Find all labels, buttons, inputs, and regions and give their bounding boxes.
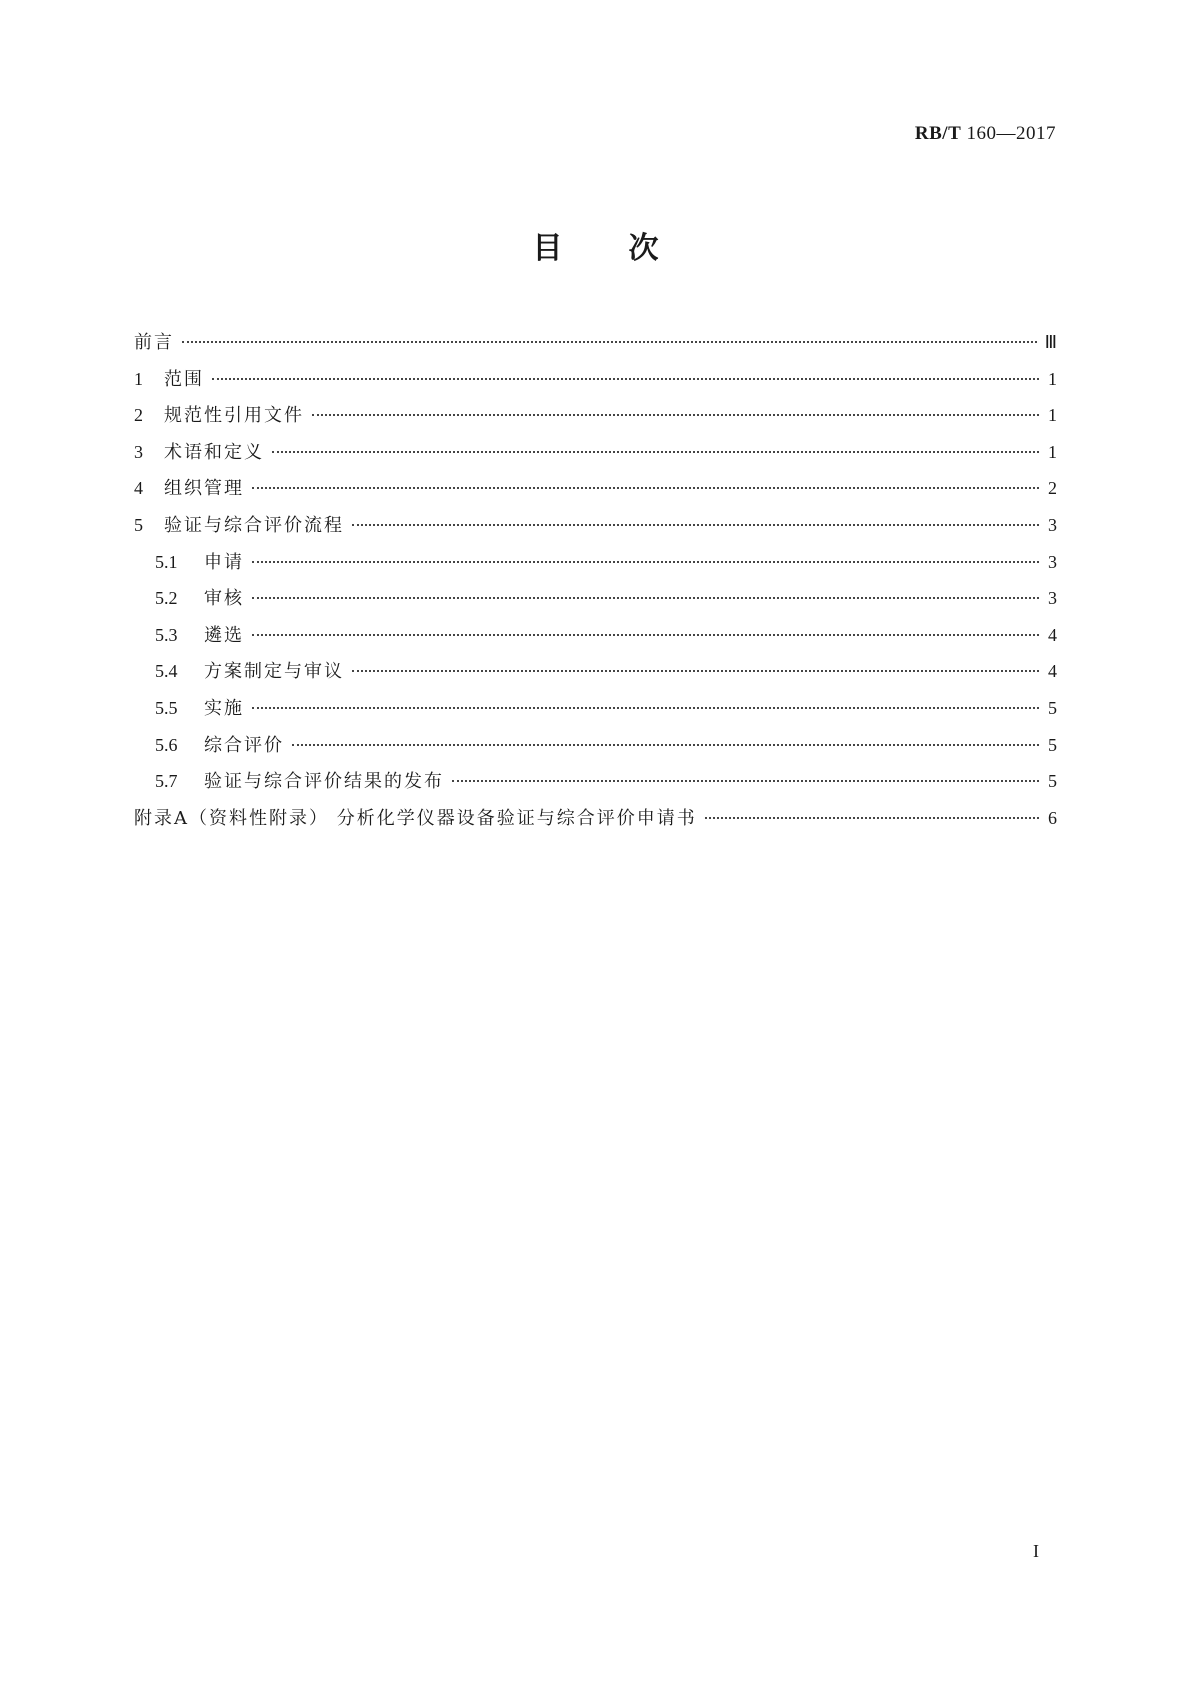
toc-entry[interactable] <box>134 434 1057 471</box>
toc-entry-label: 规范性引用文件 <box>164 405 304 427</box>
toc-dot-leader <box>352 670 1039 672</box>
toc-entry-number: 4 <box>134 478 143 499</box>
toc-entry-page: 3 <box>1048 551 1057 572</box>
table-of-contents <box>134 324 1057 836</box>
toc-entry-page: 4 <box>1048 624 1057 645</box>
toc-entry-number: 5.4 <box>155 661 178 682</box>
toc-dot-leader <box>352 524 1039 526</box>
toc-dot-leader <box>252 597 1039 599</box>
toc-entry-number: 5.7 <box>155 771 178 792</box>
toc-dot-leader <box>252 707 1039 709</box>
toc-entry-page: 2 <box>1048 478 1057 499</box>
toc-entry[interactable] <box>134 617 1057 654</box>
toc-entry-label: 前言 <box>134 332 174 353</box>
toc-dot-leader <box>252 561 1039 563</box>
toc-entry-label: 审核 <box>204 588 244 610</box>
toc-entry[interactable] <box>134 470 1057 507</box>
toc-entry[interactable] <box>134 544 1057 581</box>
toc-entry-page: 3 <box>1048 514 1057 535</box>
toc-entry[interactable] <box>134 397 1057 434</box>
toc-entry-label: 组织管理 <box>164 478 244 500</box>
toc-entry-page: 6 <box>1048 807 1057 828</box>
toc-entry-number: 5.3 <box>155 624 178 645</box>
toc-entry-label: 申请 <box>204 551 244 573</box>
toc-entry[interactable] <box>134 580 1057 617</box>
toc-entry-label: 术语和定义 <box>164 441 264 463</box>
toc-dot-leader <box>272 451 1039 453</box>
toc-entry[interactable] <box>134 653 1057 690</box>
toc-entry-label: 综合评价 <box>204 734 284 756</box>
toc-entry[interactable] <box>134 361 1057 398</box>
toc-entry-number: 3 <box>134 441 143 462</box>
toc-entry[interactable] <box>134 507 1057 544</box>
toc-entry-label: 实施 <box>204 697 244 719</box>
toc-entry-page: 5 <box>1048 697 1057 718</box>
toc-entry-number: 5.2 <box>155 588 178 609</box>
toc-entry-label: 验证与综合评价流程 <box>164 514 344 536</box>
toc-dot-leader <box>252 487 1039 489</box>
toc-entry-page: 4 <box>1048 661 1057 682</box>
toc-dot-leader <box>705 817 1039 819</box>
toc-dot-leader <box>292 744 1039 746</box>
toc-dot-leader <box>452 780 1039 782</box>
toc-entry[interactable] <box>134 763 1057 800</box>
standard-code <box>915 123 1056 145</box>
toc-entry[interactable] <box>134 324 1057 361</box>
toc-entry-page: 5 <box>1048 771 1057 792</box>
toc-entry-number: 5.1 <box>155 551 178 572</box>
toc-entry-label: 附录A（资料性附录） 分析化学仪器设备验证与综合评价申请书 <box>134 807 697 829</box>
toc-entry[interactable] <box>134 690 1057 727</box>
toc-entry[interactable] <box>134 800 1057 837</box>
page-title: 目次 <box>532 231 725 266</box>
standard-code-number: 160—2017 <box>961 123 1056 144</box>
toc-dot-leader <box>312 414 1039 416</box>
toc-dot-leader <box>182 341 1037 343</box>
toc-entry[interactable] <box>134 727 1057 764</box>
toc-entry-page: 1 <box>1048 441 1057 462</box>
toc-entry-number: 5 <box>134 514 143 535</box>
toc-entry-label: 验证与综合评价结果的发布 <box>204 771 444 793</box>
toc-entry-page: 5 <box>1048 734 1057 755</box>
toc-entry-page: 1 <box>1048 368 1057 389</box>
toc-entry-number: 1 <box>134 368 143 389</box>
toc-entry-label: 范围 <box>164 368 204 390</box>
page-number: I <box>1033 1541 1039 1561</box>
toc-entry-number: 5.5 <box>155 697 178 718</box>
toc-dot-leader <box>212 378 1039 380</box>
toc-entry-number: 2 <box>134 405 143 426</box>
toc-entry-page: 3 <box>1048 588 1057 609</box>
toc-entry-label: 方案制定与审议 <box>204 661 344 683</box>
toc-entry-page: Ⅲ <box>1044 332 1057 352</box>
toc-dot-leader <box>252 634 1039 636</box>
standard-code-prefix: RB/T <box>914 123 962 144</box>
toc-entry-label: 遴选 <box>204 624 244 646</box>
toc-entry-number: 5.6 <box>155 734 178 755</box>
toc-entry-page: 1 <box>1048 405 1057 426</box>
